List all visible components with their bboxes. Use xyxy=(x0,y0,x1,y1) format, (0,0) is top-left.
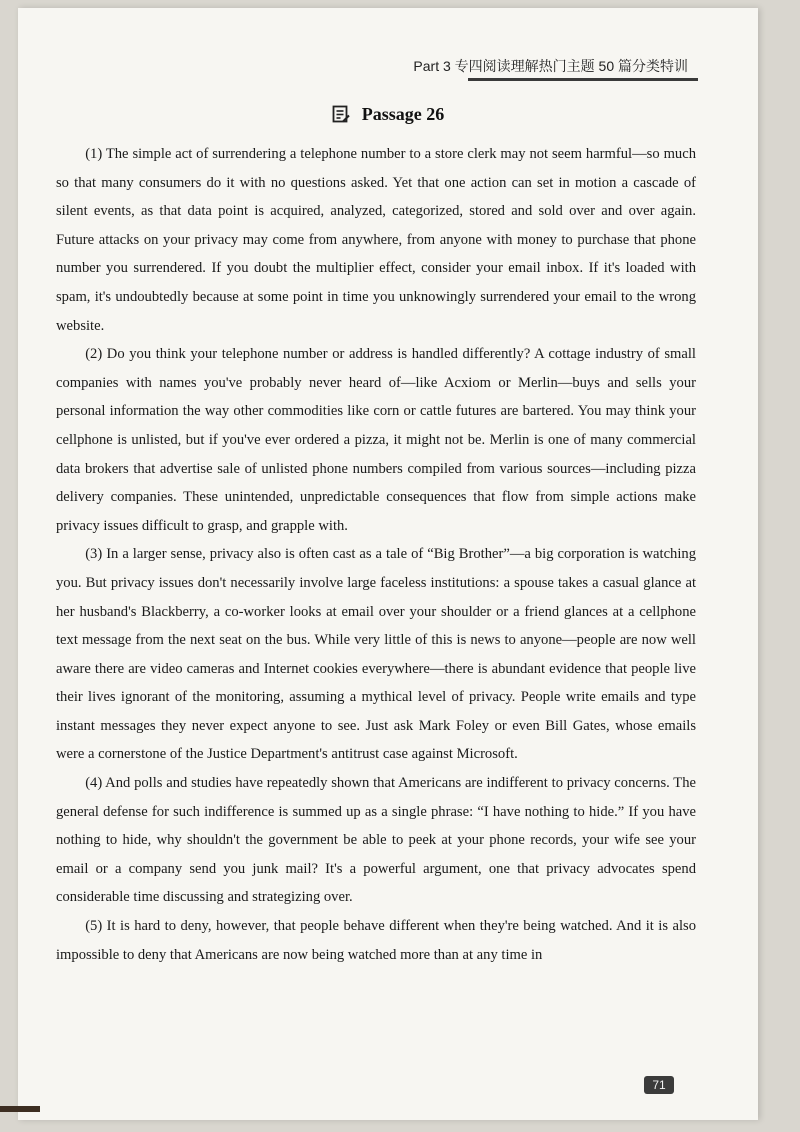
paragraph-5: (5) It is hard to deny, however, that people behave different when they're being watched. And it is also impossible to deny that Americans are now being watched more than at any time in xyxy=(56,918,696,963)
paragraph-4: (4) And polls and studies have repeatedly shown that Americans are indifferent to privacy concerns. The general defense for such indifference is summed up as a single phrase: “I have nothing to hide.” If you have nothing to hide, why shouldn't the government be able to peek at your phone records, your wife see your email or a company send you junk mail? It's a powerful argument, one that privacy advocates spend considerable time discussing and strategizing over. xyxy=(56,775,696,906)
book-page xyxy=(18,8,758,1120)
running-header: Part 3 专四阅读理解热门主题 50 篇分类特训 xyxy=(413,58,688,74)
notepad-icon xyxy=(332,105,350,123)
paragraph-3: (3) In a larger sense, privacy also is often cast as a tale of “Big Brother”—a big corporation is watching you. But privacy issues don't necessarily involve large faceless institutions: a spouse takes a casual glance at her husband's Blackberry, a co-worker looks at email over your shoulder or a friend glances at a cellphone text message from the next seat on the bus. While very little of this is news to anyone—people are now well aware there are video cameras and Internet cookies everywhere—there is abundant evidence that people live their lives ignorant of the monitoring, assuming a mythical level of privacy. People write emails and type instant messages they never expect anyone to see. Just ask Mark Foley or even Bill Gates, whose emails were a cornerstone of the Justice Department's antitrust case against Microsoft. xyxy=(56,546,696,763)
binding-edge xyxy=(0,1106,40,1112)
header-rule xyxy=(468,78,698,81)
passage-body xyxy=(56,140,696,969)
passage-heading xyxy=(18,104,758,125)
paragraph-2: (2) Do you think your telephone number or address is handled differently? A cottage industry of small companies with names you've probably never heard of—like Acxiom or Merlin—buys and sells your personal information the way other commodities like corn or cattle futures are bartered. You may think your cellphone is unlisted, but if you've ever ordered a pizza, it might not be. Merlin is one of many commercial data brokers that advertise sale of unlisted phone numbers compiled from various sources—including pizza delivery companies. These unintended, unpredictable consequences that flow from simple actions make privacy issues difficult to grasp, and grapple with. xyxy=(56,346,696,534)
passage-title: Passage 26 xyxy=(361,104,445,124)
page-number: 71 xyxy=(644,1076,674,1094)
paragraph-1: (1) The simple act of surrendering a telephone number to a store clerk may not seem harmful—so much so that many consumers do it with no questions asked. Yet that one action can set in motion a cascade of silent events, as that data point is acquired, analyzed, categorized, stored and sold over and over again. Future attacks on your privacy may come from anywhere, from anyone with money to purchase that phone number you surrendered. If you doubt the multiplier effect, consider your email inbox. If it's loaded with spam, it's undoubtedly because at some point in time you unknowingly surrendered your email to the wrong website. xyxy=(56,146,696,334)
